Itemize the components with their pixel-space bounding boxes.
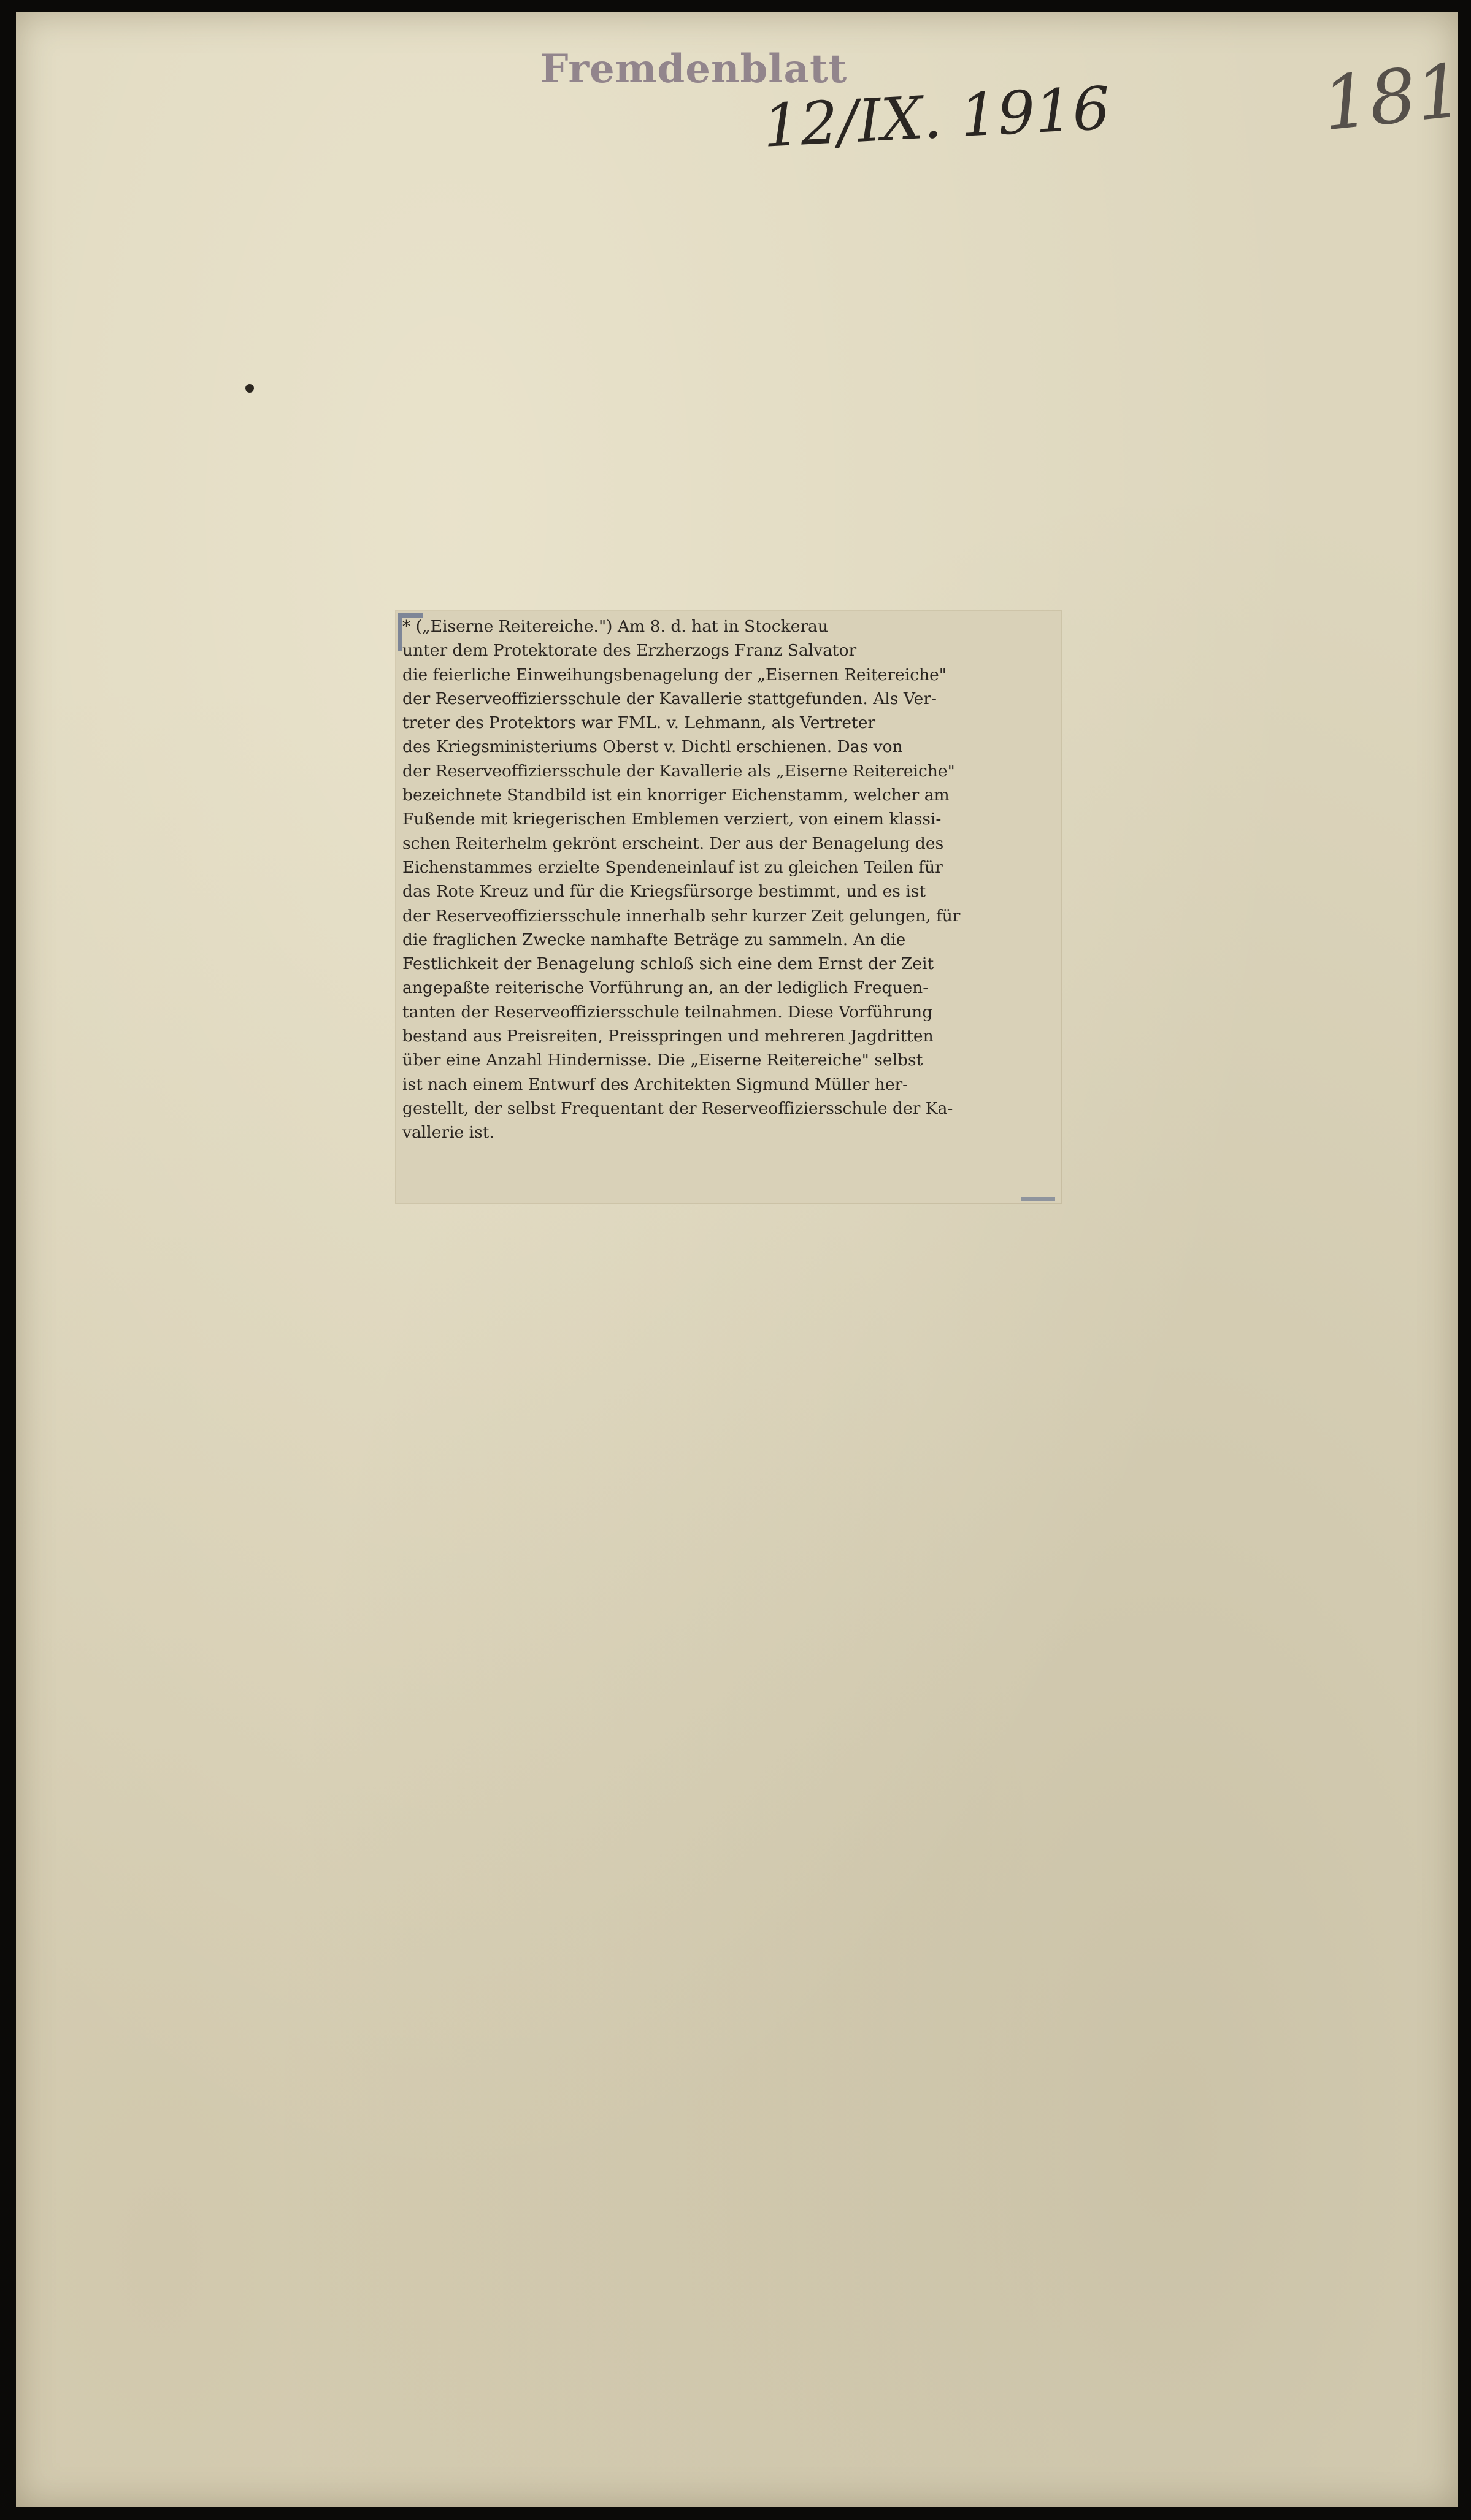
article-text: * („Eiserne Reitereiche.") Am 8. d. hat in Stockerau unter dem Protektorate des Erzherzogs Franz Salvator die feierliche Einweihungsbenagelung der „Eisernen Reitereiche" der Reserveoffiziersschule der Kavallerie stattgefunden. Als Ver- treter des Protektors war FML. v. Lehmann, als Vertreter des Kriegsministeriums Oberst v. Dichtl erschienen. Das von der Reserveoffiziersschule der Kavallerie als „Eiserne Reitereiche" bezeichnete Standbild ist ein knorriger Eichenstamm, welcher am Fußende mit kriegerischen Emblemen verziert, von einem klassi- schen Reiterhelm gekrönt erscheint. Der aus der Benagelung des Eichenstammes erzielte Spendeneinlauf ist zu gleichen Teilen für das Rote Kreuz und für die Kriegsfürsorge bestimmt, und es ist der Reserveoffiziersschule innerhalb sehr kurzer Zeit gelungen, für die fraglichen Zwecke namhafte Beträge zu sammeln. An die Festlichkeit der Benagelung schloß sich eine dem Ernst der Zeit angepaßte reiterische Vorführung an, an der lediglich Frequen- tanten der Reserveoffiziersschule teilnahmen. Diese Vorführung bestand aus Preisreiten, Preisspringen und mehreren Jagdritten über eine Anzahl Hindernisse. Die „Eiserne Reitereiche" selbst ist nach einem Entwurf des Architekten Sigmund Müller her- gestellt, der selbst Frequentant der Reserveoffiziersschule der Ka- vallerie ist. xyxy=(402,617,961,1143)
handwritten-number: 181 xyxy=(1318,48,1467,148)
archive-sheet xyxy=(16,12,1467,2507)
ink-speck xyxy=(245,384,254,393)
blue-pencil-mark xyxy=(1021,1197,1055,1201)
newspaper-clipping xyxy=(396,611,1061,1203)
newspaper-stamp: Fremdenblatt xyxy=(540,46,848,92)
handwritten-date: 12/IX. 1916 xyxy=(761,74,1112,161)
